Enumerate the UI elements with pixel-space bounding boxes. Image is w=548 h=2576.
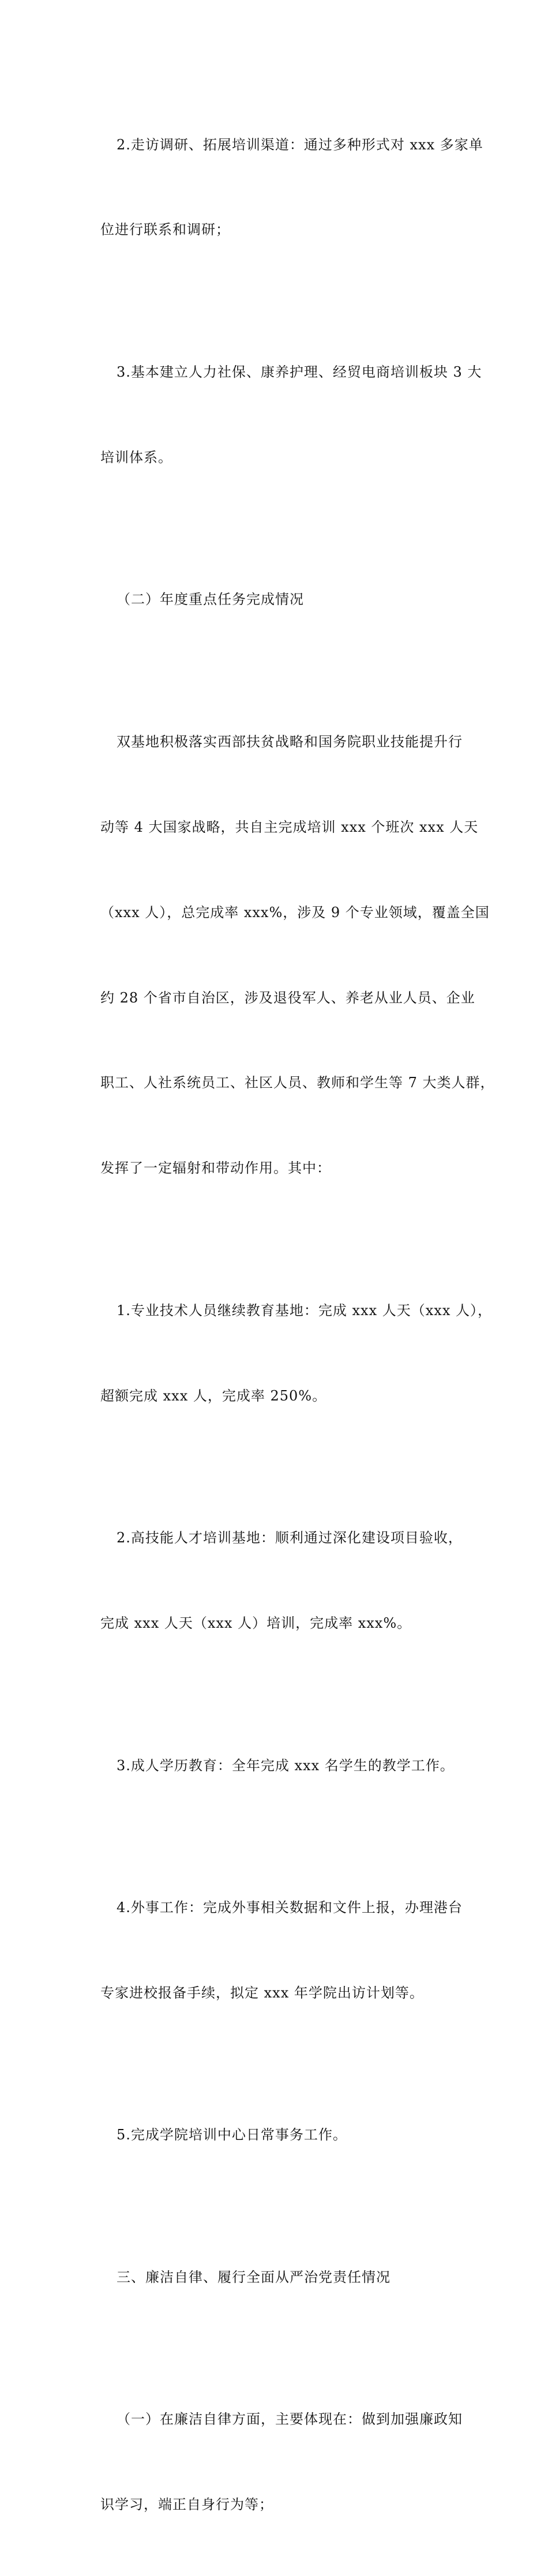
text-line: 1.专业技术人员继续教育基地：完成 xxx 人天（xxx 人），	[117, 1302, 492, 1319]
paragraph-continuing-education	[84, 1240, 492, 1467]
paragraph-self-discipline	[84, 2349, 476, 2576]
text-line: 完成 xxx 人天（xxx 人）培训，完成率 xxx%。	[100, 1615, 412, 1632]
text-line: 识学习，端正自身行为等；	[100, 2496, 273, 2513]
text-line: 职工、人社系统员工、社区人员、教师和学生等 7 大类人群，	[100, 1075, 495, 1091]
text-line: 3.基本建立人力社保、康养护理、经贸电商培训板块 3 大	[117, 363, 482, 380]
paragraph-high-skill-training	[84, 1467, 476, 1695]
text-line: 双基地积极落实西部扶贫战略和国务院职业技能提升行	[117, 733, 463, 750]
text-line: 3.成人学历教育：全年完成 xxx 名学生的教学工作。	[117, 1757, 455, 1774]
paragraph-daily-affairs	[84, 2064, 476, 2206]
text-line: 培训体系。	[100, 449, 172, 465]
paragraph-foreign-affairs	[84, 1837, 476, 2064]
text-line: 三、廉洁自律、履行全面从严治党责任情况	[117, 2269, 391, 2285]
text-line: 2.走访调研、拓展培训渠道：通过多种形式对 xxx 多家单	[117, 136, 483, 153]
text-line: 发挥了一定辐射和带动作用。其中：	[100, 1160, 331, 1177]
text-line: （xxx 人），总完成率 xxx%，涉及 9 个专业领域，覆盖全国	[100, 904, 490, 921]
text-line: 2.高技能人才培训基地：顺利通过深化建设项目验收，	[117, 1530, 463, 1546]
text-line: （二）年度重点任务完成情况	[117, 591, 304, 608]
section-heading-integrity	[84, 2206, 476, 2348]
text-line: 专家进校报备手续，拟定 xxx 年学院出访计划等。	[100, 1984, 424, 2001]
section-heading-key-tasks	[84, 529, 476, 671]
text-line: 4.外事工作：完成外事相关数据和文件上报，办理港台	[117, 1899, 463, 1916]
text-line: 约 28 个省市自治区，涉及退役军人、养老从业人员、企业	[100, 989, 475, 1006]
text-line: （一）在廉洁自律方面，主要体现在：做到加强廉政知	[117, 2411, 463, 2428]
paragraph-training-system	[84, 301, 482, 528]
text-line: 超额完成 xxx 人，完成率 250%。	[100, 1387, 327, 1404]
paragraph-visit-research	[84, 74, 483, 301]
text-line: 位进行联系和调研；	[100, 221, 230, 238]
document-body	[84, 74, 495, 2576]
text-line: 动等 4 大国家战略，共自主完成培训 xxx 个班次 xxx 人天	[100, 818, 479, 835]
text-line: 5.完成学院培训中心日常事务工作。	[117, 2127, 347, 2143]
paragraph-adult-education	[84, 1695, 476, 1837]
paragraph-dual-base-summary	[84, 671, 495, 1240]
